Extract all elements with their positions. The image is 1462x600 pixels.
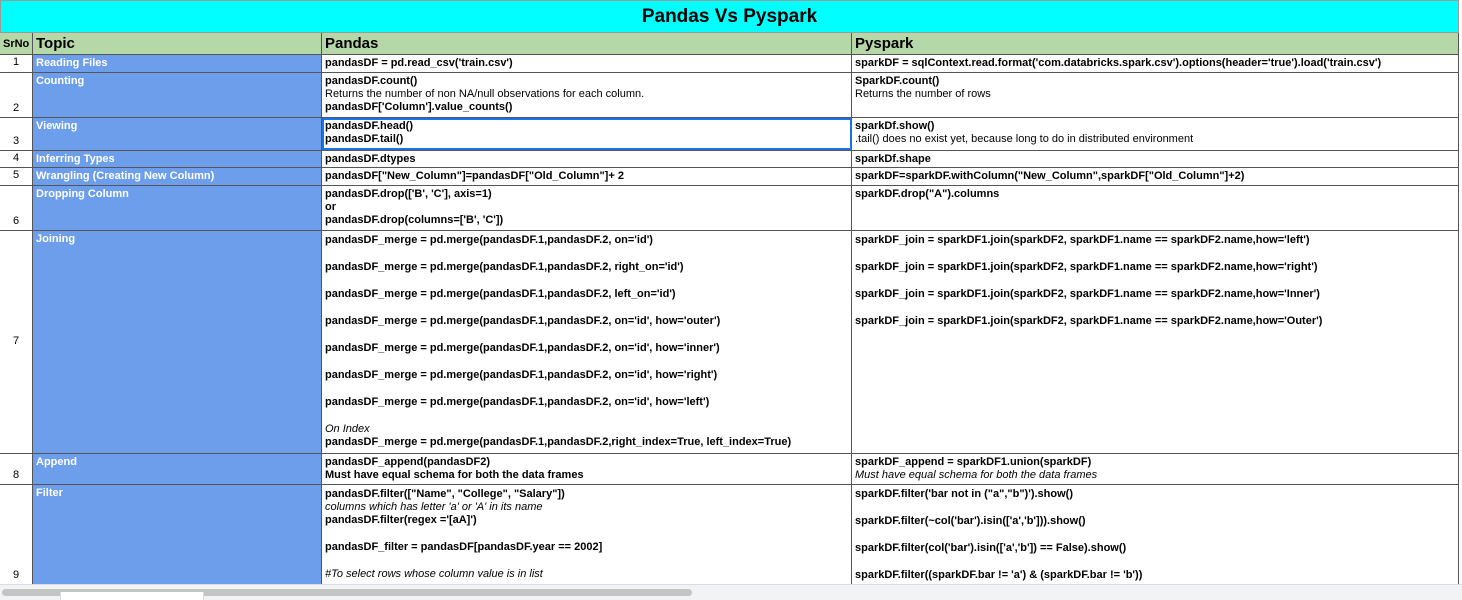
code-line: sparkDf.shape [855,153,931,165]
pyspark-cell[interactable] [852,55,1459,72]
pyspark-cell[interactable] [852,151,1459,167]
code-line: pandasDF.filter(["Name", "College", "Salary"]) [325,488,565,500]
code-line: sparkDF = sqlContext.read.format('com.databricks.spark.csv').options(header='true').load('train.csv') [855,57,1382,69]
topic-cell[interactable] [33,73,322,117]
code-line: or [325,201,336,213]
pandas-cell[interactable] [322,73,852,117]
code-line: sparkDF.filter(~col('bar').isin(['a','b'])).show() [855,515,1086,527]
topic-label: Append [36,456,77,468]
srno-cell[interactable]: 7 [0,231,33,453]
code-line: sparkDF_join = sparkDF1.join(sparkDF2, sparkDF1.name == sparkDF2.name,how='Inner') [855,288,1320,300]
note-line: Must have equal schema for both the data frames [855,469,1098,481]
code-line: pandasDF_merge = pd.merge(pandasDF.1,pandasDF.2,right_index=True, left_index=True) [325,436,792,448]
pyspark-cell[interactable] [852,485,1459,584]
topic-label: Viewing [36,120,78,132]
srno-cell[interactable]: 6 [0,186,33,230]
code-line: sparkDF.filter((sparkDF.bar != 'a') & (sparkDF.bar != 'b')) [855,569,1143,581]
table-row [0,73,1459,118]
code-line: sparkDF_join = sparkDF1.join(sparkDF2, sparkDF1.name == sparkDF2.name,how='left') [855,234,1310,246]
code-line: pandasDF["New_Column"]=pandasDF["Old_Column"]+ 2 [325,170,624,182]
pyspark-cell[interactable] [852,186,1459,230]
pandas-cell[interactable] [322,485,852,584]
topic-cell[interactable] [33,151,322,167]
pandas-cell[interactable] [322,55,852,72]
srno-cell[interactable]: 3 [0,118,33,150]
code-line: pandasDF = pd.read_csv('train.csv') [325,57,513,69]
header-pyspark[interactable]: Pyspark [852,33,1459,54]
topic-label: Joining [36,233,76,245]
note-line: Returns the number of non NA/null observations for each column. [325,88,645,100]
pyspark-cell[interactable] [852,73,1459,117]
code-line: pandasDF_merge = pd.merge(pandasDF.1,pandasDF.2, on='id', how='outer') [325,315,721,327]
code-line: pandasDF.count() [325,75,418,87]
topic-cell[interactable] [33,454,322,484]
table-row [0,55,1459,73]
table-row [0,118,1459,151]
code-line: pandasDF_merge = pd.merge(pandasDF.1,pandasDF.2, on='id') [325,234,653,246]
code-line: pandasDF_filter = pandasDF[pandasDF.year == 2002] [325,541,603,553]
topic-cell[interactable] [33,231,322,453]
topic-label: Wrangling (Creating New Column) [36,170,215,182]
topic-label: Inferring Types [36,153,115,165]
code-line: SparkDF.count() [855,75,940,87]
code-line: sparkDF_append = sparkDF1.union(sparkDF) [855,456,1092,468]
note-line: .tail() does no exist yet, because long to do in distributed environment [855,133,1194,145]
code-line: pandasDF.head() [325,120,414,132]
table-row [0,485,1459,584]
topic-cell[interactable] [33,485,322,584]
header-pandas[interactable]: Pandas [322,33,852,54]
code-line: pandasDF.tail() [325,133,404,145]
srno-cell[interactable]: 5 [0,168,33,185]
code-line: sparkDF.drop("A").columns [855,188,1000,200]
code-line: pandasDF_merge = pd.merge(pandasDF.1,pandasDF.2, on='id', how='right') [325,369,718,381]
note-line: Returns the number of rows [855,88,991,100]
sheet-title: Pandas Vs Pyspark [641,5,818,27]
code-line: sparkDf.show() [855,120,935,132]
code-line: sparkDF=sparkDF.withColumn("New_Column",sparkDF["Old_Column"]+2) [855,170,1245,182]
pandas-cell[interactable] [322,186,852,230]
sheet-tab[interactable] [60,592,204,600]
topic-cell[interactable] [33,186,322,230]
code-line: Must have equal schema for both the data frames [325,469,584,481]
pandas-cell[interactable] [322,454,852,484]
table-row [0,186,1459,231]
pandas-cell[interactable] [322,151,852,167]
code-line: sparkDF.filter('bar not in ("a","b")').show() [855,488,1073,500]
table-row [0,168,1459,186]
note-line: #To select rows whose column value is in list [325,568,543,580]
code-line: pandasDF_merge = pd.merge(pandasDF.1,pandasDF.2, on='id', how='inner') [325,342,720,354]
topic-cell[interactable] [33,55,322,72]
pandas-cell-selected[interactable] [322,118,852,150]
note-line: columns which has letter 'a' or 'A' in its name [325,501,543,513]
header-topic[interactable]: Topic [33,33,322,54]
code-line: sparkDF_join = sparkDF1.join(sparkDF2, sparkDF1.name == sparkDF2.name,how='Outer') [855,315,1323,327]
pandas-cell[interactable] [322,231,852,453]
topic-label: Dropping Column [36,188,129,200]
pyspark-cell[interactable] [852,168,1459,185]
pyspark-cell[interactable] [852,118,1459,150]
pyspark-cell[interactable] [852,231,1459,453]
code-line: pandasDF_merge = pd.merge(pandasDF.1,pandasDF.2, right_on='id') [325,261,684,273]
header-row [0,33,1459,55]
code-line: pandasDF.drop(columns=['B', 'C']) [325,214,504,226]
note-line: On Index [325,423,370,435]
sheet-title-cell[interactable] [0,0,1459,33]
srno-cell[interactable]: 9 [0,485,33,584]
code-line: pandasDF.dtypes [325,153,416,165]
table-row [0,454,1459,485]
code-line: sparkDF_join = sparkDF1.join(sparkDF2, sparkDF1.name == sparkDF2.name,how='right') [855,261,1318,273]
srno-cell[interactable]: 1 [0,55,33,72]
code-line: pandasDF.drop(['B', 'C'], axis=1) [325,188,492,200]
horizontal-scrollbar[interactable] [0,584,1462,600]
code-line: pandasDF.filter(regex ='[aA]') [325,514,477,526]
code-line: pandasDF['Column'].value_counts() [325,101,513,113]
topic-label: Filter [36,487,63,499]
code-line: sparkDF.filter(col('bar').isin(['a','b']) == False).show() [855,542,1127,554]
code-line: pandasDF_merge = pd.merge(pandasDF.1,pandasDF.2, left_on='id') [325,288,676,300]
code-line: pandasDF_append(pandasDF2) [325,456,491,468]
table-row [0,231,1459,454]
code-line: pandasDF_merge = pd.merge(pandasDF.1,pandasDF.2, on='id', how='left') [325,396,710,408]
srno-cell[interactable]: 4 [0,151,33,167]
topic-cell[interactable] [33,168,322,185]
topic-cell[interactable] [33,118,322,150]
srno-cell[interactable]: 2 [0,73,33,117]
pandas-cell[interactable] [322,168,852,185]
pyspark-cell[interactable] [852,454,1459,484]
table-row [0,151,1459,168]
topic-label: Reading Files [36,57,108,69]
header-srno[interactable]: SrNo [0,33,33,54]
topic-label: Counting [36,75,85,87]
srno-cell[interactable]: 8 [0,454,33,484]
